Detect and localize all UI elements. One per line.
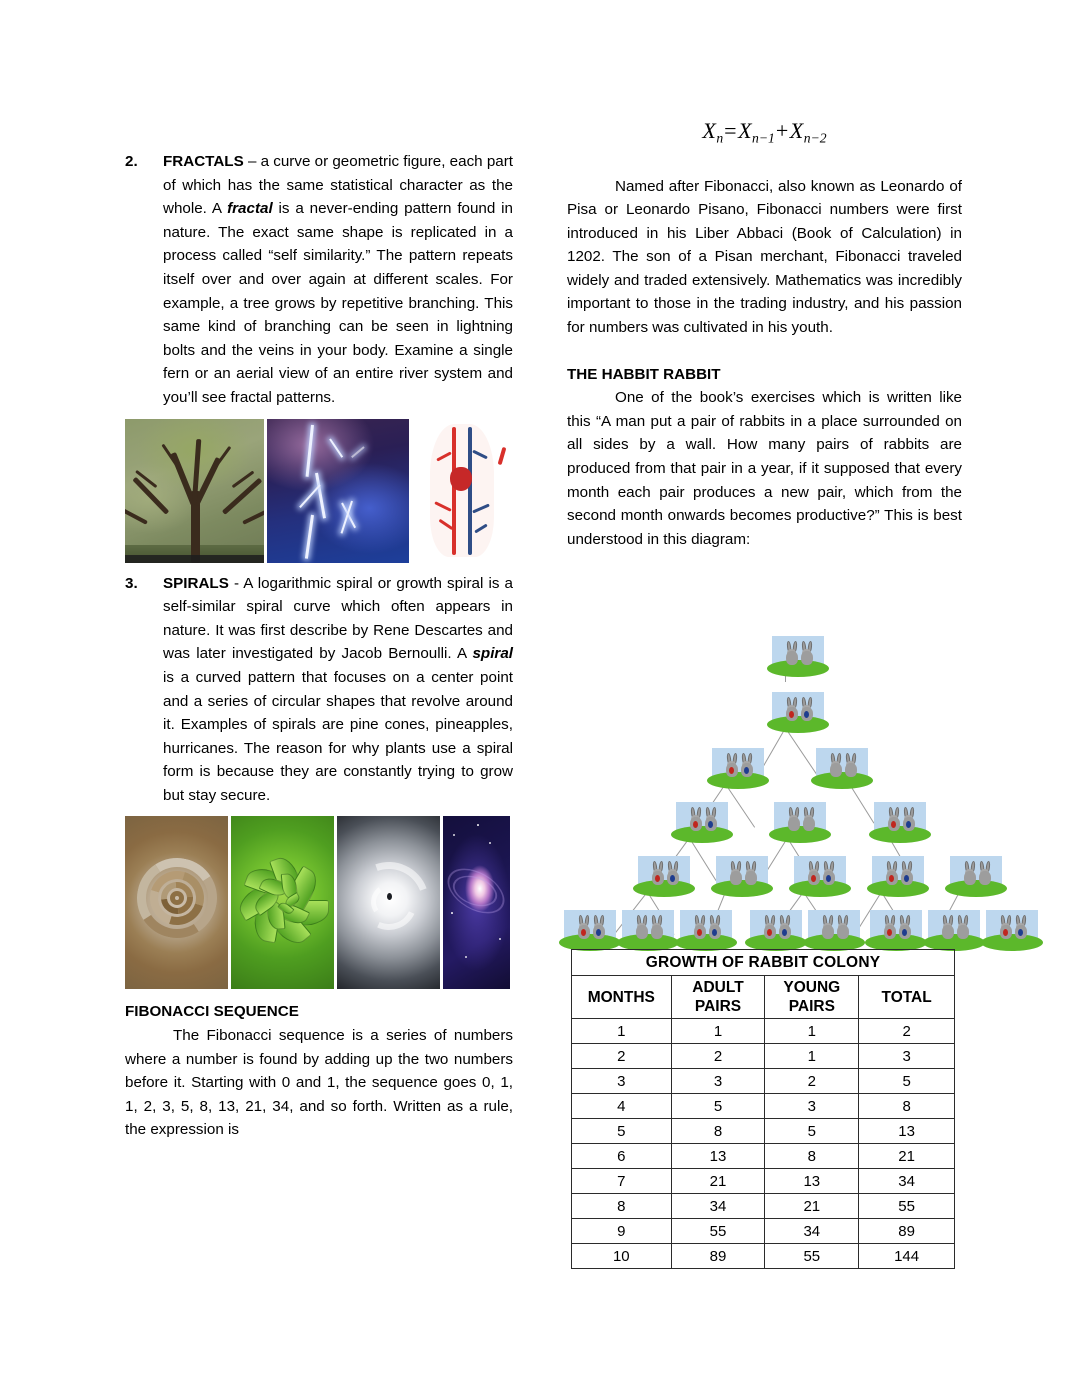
growth-of-rabbit-colony-table bbox=[571, 949, 955, 1269]
rabbit-adult bbox=[822, 861, 835, 885]
formula-lhs-base: X bbox=[702, 118, 717, 143]
cell-months: 4 bbox=[572, 1094, 672, 1119]
rabbit-body bbox=[786, 651, 798, 665]
rabbit-marker-blue bbox=[708, 821, 713, 828]
right-column bbox=[567, 118, 962, 551]
rabbit-pair-box bbox=[564, 910, 616, 944]
cell-total: 89 bbox=[859, 1219, 955, 1244]
grass-ellipse bbox=[769, 826, 831, 843]
rabbit-body bbox=[830, 763, 842, 777]
rabbit-body bbox=[942, 925, 954, 939]
cell-adult-pairs: 8 bbox=[671, 1119, 765, 1144]
cell-young-pairs: 2 bbox=[765, 1069, 859, 1094]
grass-ellipse bbox=[767, 716, 829, 733]
rabbit-marker-red bbox=[1003, 929, 1008, 936]
habbit-rabbit-heading: THE HABBIT RABBIT bbox=[567, 365, 721, 383]
rabbit-body bbox=[822, 925, 834, 939]
cell-total: 8 bbox=[859, 1094, 955, 1119]
rabbit-adult bbox=[898, 915, 911, 939]
rabbit-adult bbox=[577, 915, 590, 939]
star bbox=[453, 834, 455, 836]
grass-ellipse bbox=[671, 826, 733, 843]
fibonacci-formula bbox=[567, 118, 962, 147]
rabbit-pair-box bbox=[808, 910, 860, 944]
tree-connector bbox=[785, 728, 818, 777]
cell-total: 55 bbox=[859, 1194, 955, 1219]
cell-young-pairs: 34 bbox=[765, 1219, 859, 1244]
rabbit-young bbox=[787, 807, 800, 831]
cell-months: 7 bbox=[572, 1169, 672, 1194]
rabbit-body bbox=[745, 871, 757, 885]
formula-equals: = bbox=[724, 118, 738, 143]
cell-total: 3 bbox=[859, 1044, 955, 1069]
grass-ellipse bbox=[767, 660, 829, 677]
adult-header-line-2: PAIRS bbox=[694, 998, 742, 1015]
rabbit-pair-box bbox=[774, 802, 826, 836]
rabbit-young bbox=[844, 753, 857, 777]
rabbit-adult bbox=[592, 915, 605, 939]
lightning-bolt bbox=[315, 472, 326, 518]
star bbox=[477, 824, 479, 826]
rabbit-adult bbox=[763, 915, 776, 939]
rabbit-pair-box bbox=[986, 910, 1038, 944]
grass-ellipse bbox=[945, 880, 1007, 897]
adult-header-line-1: ADULT bbox=[692, 979, 744, 996]
rabbit-marker-red bbox=[811, 875, 816, 882]
list-item-spirals bbox=[125, 572, 513, 808]
rabbit-pair-box bbox=[816, 748, 868, 782]
formula-plus: + bbox=[775, 118, 789, 143]
rabbit-young bbox=[956, 915, 969, 939]
rabbit-pair-box bbox=[680, 910, 732, 944]
cell-adult-pairs: 2 bbox=[671, 1044, 765, 1069]
cell-months: 2 bbox=[572, 1044, 672, 1069]
rabbit-body bbox=[788, 817, 800, 831]
rabbit-adult bbox=[778, 915, 791, 939]
rabbit-marker-red bbox=[789, 711, 794, 718]
rabbit-adult bbox=[693, 915, 706, 939]
column-header-total: TOTAL bbox=[859, 976, 955, 1019]
cell-months: 3 bbox=[572, 1069, 672, 1094]
rabbit-body bbox=[636, 925, 648, 939]
rabbit-pair-box bbox=[638, 856, 690, 890]
habbit-rabbit-paragraph: One of the book’s exercises which is written like this “A man put a pair of rabbits in a place surrounded on all sides by a wall. How many pairs of rabbits are produced from that pair in a year, if it supposed that every month each pair produces a new pair, which from the second month onwards becomes productive?” This is best understood in this diagram: bbox=[567, 389, 962, 548]
rabbit-young bbox=[785, 641, 798, 665]
cell-total: 2 bbox=[859, 1019, 955, 1044]
rabbit-marker-red bbox=[697, 929, 702, 936]
left-column bbox=[125, 150, 513, 1142]
fractals-body-2: is a never-ending pattern found in nature. The exact same shape is replicated in a process called “self similarity.” The pattern repeats itself over and over again at different scales. For example, a tree grows by repetitive branching. This same kind of branching can be seen in lightning bolts and the veins in your body. Examine a single fern or an aerial view of an entire river system and you’ll see fractal patterns. bbox=[163, 200, 514, 406]
rabbit-marker-red bbox=[887, 929, 892, 936]
cell-young-pairs: 5 bbox=[765, 1119, 859, 1144]
cell-adult-pairs: 13 bbox=[671, 1144, 765, 1169]
rabbit-marker-blue bbox=[670, 875, 675, 882]
rabbit-body bbox=[957, 925, 969, 939]
star bbox=[499, 938, 501, 940]
rabbit-young bbox=[978, 861, 991, 885]
rabbit-adult bbox=[689, 807, 702, 831]
rabbit-marker-blue bbox=[744, 767, 749, 774]
rabbit-marker-blue bbox=[904, 875, 909, 882]
rabbit-young bbox=[635, 915, 648, 939]
rabbit-body bbox=[964, 871, 976, 885]
rabbit-pair-box bbox=[716, 856, 768, 890]
spiral-image-strip bbox=[125, 816, 513, 989]
rabbit-pair-box bbox=[872, 856, 924, 890]
star bbox=[489, 842, 491, 844]
succulent-spiral-photo bbox=[231, 816, 334, 989]
rabbit-body bbox=[979, 871, 991, 885]
lightning-bolt bbox=[306, 424, 314, 476]
tree-twig bbox=[161, 443, 181, 471]
rabbit-marker-blue bbox=[902, 929, 907, 936]
cell-adult-pairs: 1 bbox=[671, 1019, 765, 1044]
rabbit-pair-box bbox=[870, 910, 922, 944]
rabbit-adult bbox=[785, 697, 798, 721]
rabbit-marker-red bbox=[729, 767, 734, 774]
rabbit-adult bbox=[885, 861, 898, 885]
cell-adult-pairs: 89 bbox=[671, 1244, 765, 1269]
cell-total: 21 bbox=[859, 1144, 955, 1169]
rabbit-marker-blue bbox=[1018, 929, 1023, 936]
list-number: 2. bbox=[125, 153, 138, 170]
table-row bbox=[572, 1219, 955, 1244]
cell-young-pairs: 3 bbox=[765, 1094, 859, 1119]
millipede-spiral-photo bbox=[125, 816, 228, 989]
rabbit-young bbox=[941, 915, 954, 939]
fractal-image-strip bbox=[125, 419, 513, 563]
arm-artery bbox=[498, 446, 507, 464]
cell-young-pairs: 1 bbox=[765, 1044, 859, 1069]
rabbit-adult bbox=[1014, 915, 1027, 939]
column-header-months: MONTHS bbox=[572, 976, 672, 1019]
rabbit-marker-red bbox=[693, 821, 698, 828]
rabbit-adult bbox=[666, 861, 679, 885]
table-row bbox=[572, 1094, 955, 1119]
rabbit-marker-blue bbox=[782, 929, 787, 936]
table-row bbox=[572, 1144, 955, 1169]
spirals-body-2: is a curved pattern that focuses on a center point and a series of circular shapes that revolve around it. Examples of spirals are pine cones, pineapples, hurricanes. The reason for why plants use a spiral form is because they are constantly trying to grow but stay secure. bbox=[163, 668, 513, 804]
formula-term2-sub: n−2 bbox=[803, 130, 827, 146]
rabbit-pair-box bbox=[794, 856, 846, 890]
tree-connector bbox=[725, 784, 755, 828]
grass-ellipse bbox=[789, 880, 851, 897]
cell-young-pairs: 21 bbox=[765, 1194, 859, 1219]
blood-vessels-diagram bbox=[412, 419, 512, 563]
cell-young-pairs: 55 bbox=[765, 1244, 859, 1269]
rabbit-adult bbox=[651, 861, 664, 885]
rabbit-marker-red bbox=[581, 929, 586, 936]
rabbit-body bbox=[837, 925, 849, 939]
fractals-term: FRACTALS bbox=[163, 153, 244, 170]
rabbit-young bbox=[800, 641, 813, 665]
rabbit-adult bbox=[740, 753, 753, 777]
table-title: GROWTH OF RABBIT COLONY bbox=[572, 950, 955, 976]
heart-icon bbox=[450, 467, 472, 491]
rabbit-pair-box bbox=[928, 910, 980, 944]
column-header-adult-pairs bbox=[671, 976, 765, 1019]
tree-connector bbox=[849, 784, 874, 824]
rabbit-marker-red bbox=[889, 875, 894, 882]
rabbit-pair-box bbox=[772, 692, 824, 726]
rabbit-pair-box bbox=[950, 856, 1002, 890]
rabbit-body bbox=[651, 925, 663, 939]
rabbit-young bbox=[650, 915, 663, 939]
formula-term2-base: X bbox=[789, 118, 804, 143]
grass-ellipse bbox=[711, 880, 773, 897]
spirals-paragraph bbox=[163, 572, 513, 808]
rabbit-breeding-tree-diagram bbox=[560, 636, 1030, 958]
rabbit-adult bbox=[800, 697, 813, 721]
grass-ellipse bbox=[707, 772, 769, 789]
rabbit-body bbox=[803, 817, 815, 831]
grass-ellipse bbox=[633, 880, 695, 897]
lightning-branch bbox=[351, 446, 365, 458]
rabbit-adult bbox=[708, 915, 721, 939]
cell-months: 9 bbox=[572, 1219, 672, 1244]
vein-main bbox=[468, 427, 472, 555]
rabbit-marker-red bbox=[891, 821, 896, 828]
list-number: 3. bbox=[125, 574, 138, 592]
rabbit-young bbox=[963, 861, 976, 885]
column-header-young-pairs bbox=[765, 976, 859, 1019]
rabbit-young bbox=[821, 915, 834, 939]
grass-ellipse bbox=[869, 826, 931, 843]
cell-total: 144 bbox=[859, 1244, 955, 1269]
fibonacci-history-paragraph: Named after Fibonacci, also known as Leonardo of Pisa or Leonardo Pisano, Fibonacci numbers were first introduced in his Liber Abbaci (Book of Calculation) in 1202. The son of a Pisan merchant, Fibonacci traveled widely and traded extensively. Mathematics was incredibly important to those in the trading industry, and his passion for numbers was cultivated in his youth. bbox=[567, 177, 962, 337]
tree-branch bbox=[125, 502, 148, 524]
rabbit-body bbox=[730, 871, 742, 885]
rabbit-colony-table-wrapper bbox=[571, 949, 955, 1269]
cell-months: 6 bbox=[572, 1144, 672, 1169]
rabbit-pair-box bbox=[772, 636, 824, 670]
cell-months: 1 bbox=[572, 1019, 672, 1044]
lightning-branch bbox=[329, 438, 343, 457]
rabbit-pair-box bbox=[712, 748, 764, 782]
table-row bbox=[572, 1019, 955, 1044]
fibonacci-sequence-heading: FIBONACCI SEQUENCE bbox=[125, 1003, 299, 1021]
cell-months: 8 bbox=[572, 1194, 672, 1219]
grass-ellipse bbox=[981, 934, 1043, 951]
rabbit-young bbox=[802, 807, 815, 831]
table-title-row bbox=[572, 950, 955, 976]
fractal-emphasis: fractal bbox=[227, 200, 273, 218]
rabbit-body bbox=[801, 651, 813, 665]
rabbit-adult bbox=[900, 861, 913, 885]
rabbit-adult bbox=[725, 753, 738, 777]
rabbit-pair-box bbox=[676, 802, 728, 836]
formula-lhs-sub: n bbox=[716, 130, 724, 146]
rabbit-pair-box bbox=[874, 802, 926, 836]
rabbit-marker-blue bbox=[596, 929, 601, 936]
table-row bbox=[572, 1044, 955, 1069]
cell-adult-pairs: 34 bbox=[671, 1194, 765, 1219]
spiral-emphasis: spiral bbox=[472, 645, 513, 663]
tree-branch bbox=[222, 477, 263, 514]
grass-ellipse bbox=[867, 880, 929, 897]
rabbit-marker-blue bbox=[826, 875, 831, 882]
rabbit-marker-blue bbox=[712, 929, 717, 936]
formula-term1-base: X bbox=[738, 118, 753, 143]
table-header-row bbox=[572, 976, 955, 1019]
rabbit-pair-box bbox=[750, 910, 802, 944]
lightning-bolt bbox=[305, 514, 314, 558]
tree-branch bbox=[242, 502, 264, 524]
list-item-fractals bbox=[125, 150, 513, 410]
young-header-line-1: YOUNG bbox=[783, 979, 841, 996]
cell-adult-pairs: 5 bbox=[671, 1094, 765, 1119]
cell-adult-pairs: 21 bbox=[671, 1169, 765, 1194]
cell-total: 5 bbox=[859, 1069, 955, 1094]
rabbit-young bbox=[744, 861, 757, 885]
rabbit-adult bbox=[887, 807, 900, 831]
rabbit-marker-red bbox=[767, 929, 772, 936]
rabbit-pair-box bbox=[622, 910, 674, 944]
photo-watermark-bar bbox=[125, 555, 264, 563]
table-row bbox=[572, 1244, 955, 1269]
tree-connector bbox=[689, 838, 716, 881]
rabbit-body bbox=[845, 763, 857, 777]
rabbit-adult bbox=[883, 915, 896, 939]
rabbit-young bbox=[829, 753, 842, 777]
rabbit-adult bbox=[704, 807, 717, 831]
fibonacci-sequence-paragraph: The Fibonacci sequence is a series of numbers where a number is found by adding up the two numbers before it. Starting with 0 and 1, the sequence goes 0, 1, 1, 2, 3, 5, 8, 13, 21, 34, and so forth. Written as a rule, the expression is bbox=[125, 1027, 513, 1139]
cell-total: 34 bbox=[859, 1169, 955, 1194]
rabbit-marker-red bbox=[655, 875, 660, 882]
table-row bbox=[572, 1169, 955, 1194]
rabbit-young bbox=[836, 915, 849, 939]
galaxy-spiral-photo bbox=[443, 816, 510, 989]
grass-ellipse bbox=[811, 772, 873, 789]
table-row bbox=[572, 1069, 955, 1094]
cell-adult-pairs: 3 bbox=[671, 1069, 765, 1094]
branching-tree-photo bbox=[125, 419, 264, 563]
young-header-line-2: PAIRS bbox=[788, 998, 835, 1015]
artery-main bbox=[452, 427, 456, 555]
fractals-paragraph bbox=[163, 150, 513, 410]
cell-total: 13 bbox=[859, 1119, 955, 1144]
lightning-bolt-photo bbox=[267, 419, 409, 563]
rabbit-adult bbox=[902, 807, 915, 831]
fractals-body-1: – a curve or geometric figure, each part of which has the same statistical character as the whole. A bbox=[163, 153, 514, 218]
formula-term1-sub: n−1 bbox=[752, 130, 775, 146]
rabbit-marker-blue bbox=[906, 821, 911, 828]
rabbit-marker-blue bbox=[804, 711, 809, 718]
rabbit-young bbox=[729, 861, 742, 885]
hurricane-spiral-photo bbox=[337, 816, 440, 989]
table-row bbox=[572, 1119, 955, 1144]
cell-young-pairs: 1 bbox=[765, 1019, 859, 1044]
cell-young-pairs: 8 bbox=[765, 1144, 859, 1169]
rabbit-adult bbox=[807, 861, 820, 885]
spirals-term: SPIRALS bbox=[163, 574, 229, 592]
rabbit-adult bbox=[999, 915, 1012, 939]
spirals-body-1: - A logarithmic spiral or growth spiral is a self-similar spiral curve which often appears in nature. It was first describe by Rene Descartes and was later investigated by Jacob Bernoulli. A bbox=[163, 574, 513, 663]
cell-months: 10 bbox=[572, 1244, 672, 1269]
table-row bbox=[572, 1194, 955, 1219]
cell-young-pairs: 13 bbox=[765, 1169, 859, 1194]
lightning-branch bbox=[299, 484, 321, 508]
cell-months: 5 bbox=[572, 1119, 672, 1144]
star bbox=[465, 956, 467, 958]
star bbox=[451, 912, 453, 914]
cell-adult-pairs: 55 bbox=[671, 1219, 765, 1244]
